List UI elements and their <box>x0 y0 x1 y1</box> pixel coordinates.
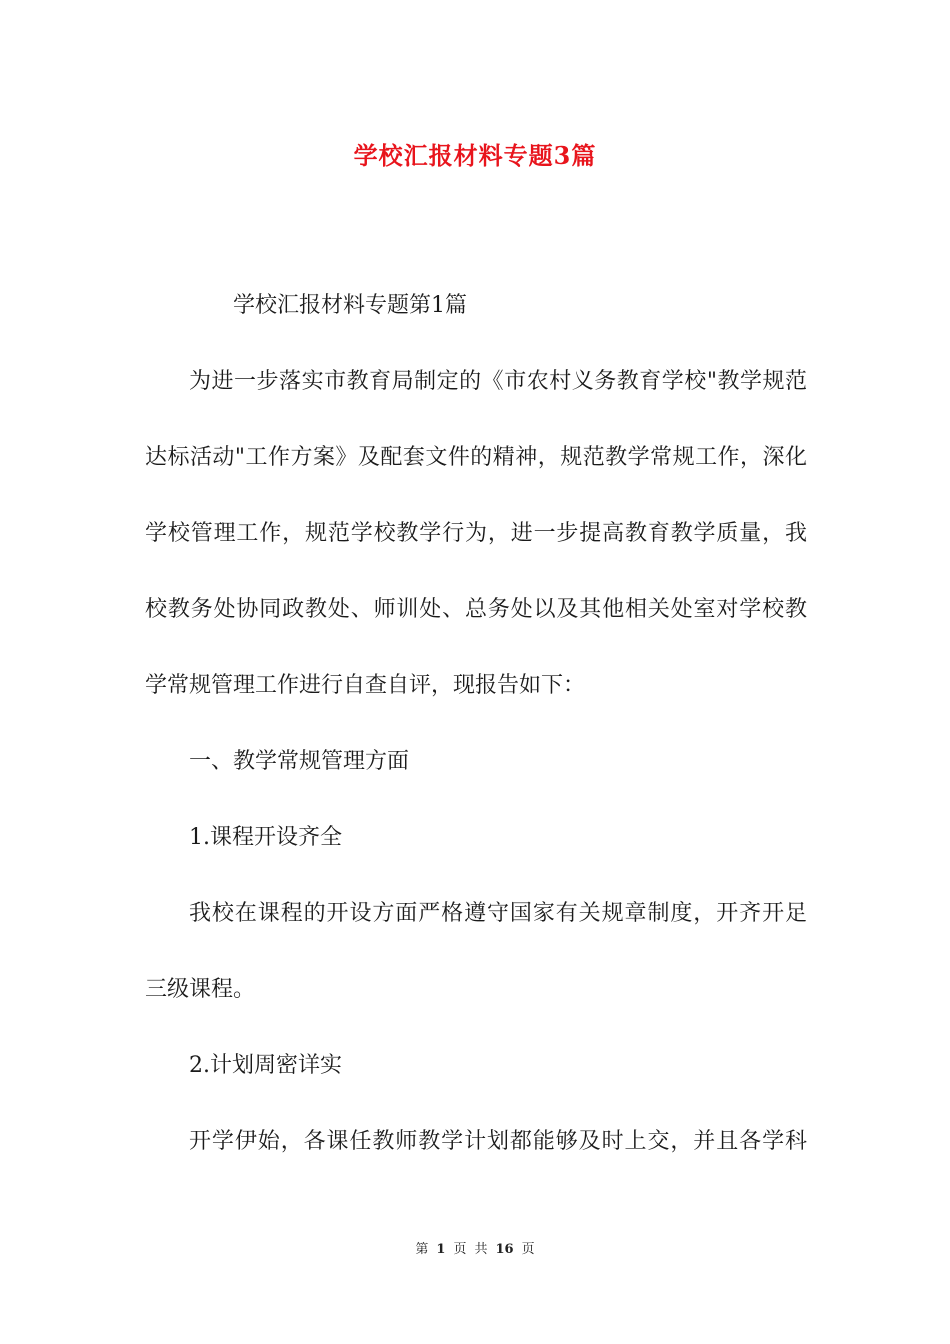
item-heading: 1.课程开设齐全 <box>189 825 342 850</box>
article-heading: 学校汇报材料专题第1篇 <box>233 293 467 318</box>
footer-total-pages: 16 <box>495 1242 514 1257</box>
paragraph-line: 学校管理工作，规范学校教学行为，进一步提高教育教学质量，我 <box>145 521 807 546</box>
footer-page-label: 页 <box>453 1242 467 1257</box>
page-footer <box>0 1238 950 1257</box>
footer-current-page: 1 <box>436 1242 446 1257</box>
paragraph-line: 我校在课程的开设方面严格遵守国家有关规章制度，开齐开足 <box>189 901 807 926</box>
paragraph-line: 三级课程。 <box>145 977 256 1002</box>
paragraph-line: 开学伊始，各课任教师教学计划都能够及时上交，并且各学科 <box>189 1129 807 1154</box>
item-heading: 2.计划周密详实 <box>189 1053 342 1078</box>
section-heading: 一、教学常规管理方面 <box>189 749 410 774</box>
paragraph-line: 达标活动"工作方案》及配套文件的精神，规范教学常规工作，深化 <box>145 445 807 470</box>
paragraph-line: 校教务处协同政教处、师训处、总务处以及其他相关处室对学校教 <box>145 597 807 622</box>
footer-prefix: 第 <box>415 1242 429 1257</box>
paragraph-line: 为进一步落实市教育局制定的《市农村义务教育学校"教学规范 <box>189 369 807 394</box>
footer-total-label: 共 <box>474 1242 488 1257</box>
paragraph-line: 学常规管理工作进行自查自评，现报告如下： <box>145 673 586 698</box>
document-title: 学校汇报材料专题3篇 <box>353 141 597 170</box>
document-body <box>145 268 807 1180</box>
footer-suffix: 页 <box>521 1242 535 1257</box>
